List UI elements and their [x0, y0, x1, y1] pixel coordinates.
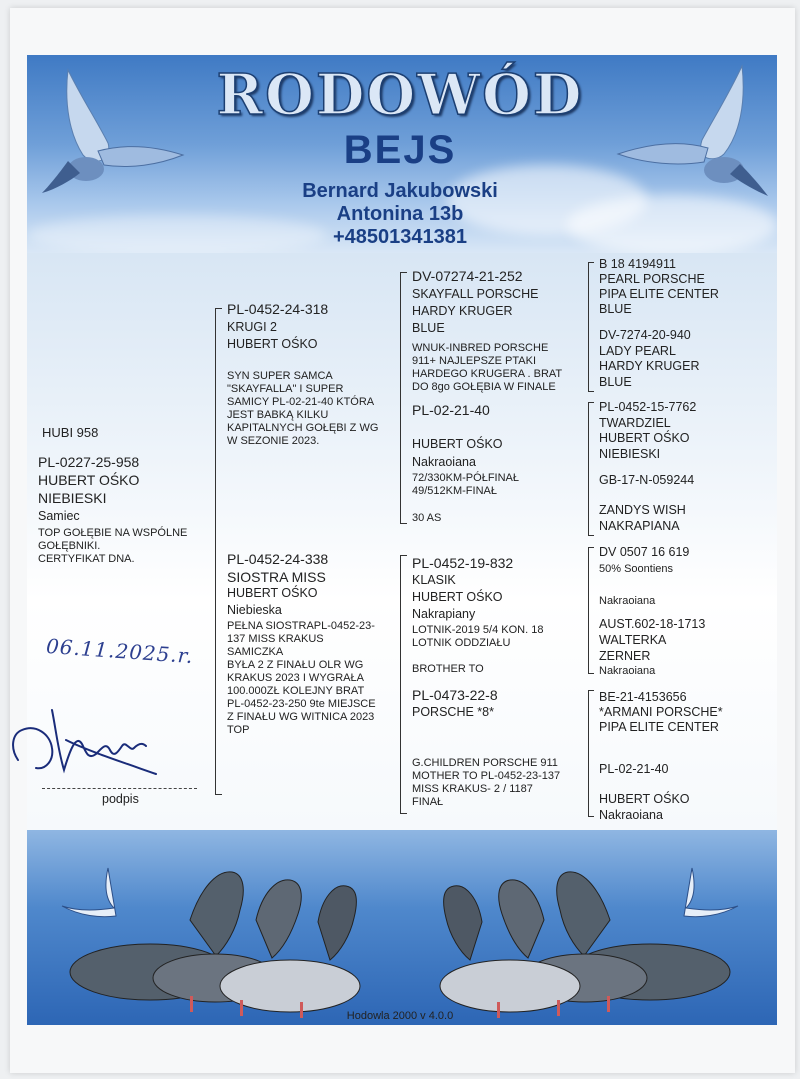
ds-note: LOTNIK ODDZIAŁU [412, 637, 511, 649]
dam-note: PEŁNA SIOSTRAPL-0452-23- [227, 620, 375, 632]
bracket-gen3-1 [588, 262, 594, 392]
dsd-ring: AUST.602-18-1713 [599, 617, 706, 631]
bracket-gen2-dam [400, 555, 407, 814]
signature-label: podpis [102, 792, 139, 806]
dam-note: SAMICZKA [227, 646, 284, 658]
ss-color: BLUE [412, 321, 445, 335]
subject-note: GOŁĘBNIKI. [38, 540, 101, 552]
sdd-ring: GB-17-N-059244 [599, 473, 695, 487]
dam-note: Z FINAŁU WG WITNICA 2023 [227, 711, 375, 723]
subject-note: TOP GOŁĘBIE NA WSPÓLNE [38, 527, 188, 539]
bracket-gen2-sire [400, 272, 407, 524]
sss-breeder: PIPA ELITE CENTER [599, 287, 719, 301]
ddd-color: Nakraoiana [599, 808, 663, 822]
ds-breeder: HUBERT OŚKO [412, 590, 503, 604]
sire-note: "SKAYFALLA" I SUPER [227, 383, 344, 395]
sire-note: W SEZONIE 2023. [227, 435, 320, 447]
sds-ring: PL-0452-15-7762 [599, 400, 697, 414]
document-title: RODOWÓD [216, 62, 584, 128]
bracket-gen3-4 [588, 690, 594, 817]
ssd-breeder: HARDY KRUGER [599, 359, 700, 373]
subject-ring: PL-0227-25-958 [38, 454, 140, 470]
signature-line [42, 788, 197, 789]
ss-name: SKAYFALL PORSCHE [412, 287, 539, 301]
sds-name: TWARDZIEL [599, 416, 671, 430]
sire-name: KRUGI 2 [227, 320, 278, 334]
dam-note: 100.000ZŁ KOLEJNY BRAT [227, 685, 365, 697]
ds-ring: PL-0452-19-832 [412, 555, 514, 571]
signature [6, 690, 166, 785]
subject-color: NIEBIESKI [38, 490, 107, 506]
dds-name: *ARMANI PORSCHE* [599, 705, 723, 719]
pigeons-right-image [430, 860, 760, 1020]
bracket-gen3-2 [588, 402, 594, 536]
sire-note: SYN SUPER SAMCA [227, 370, 333, 382]
ss-note: DO 8go GOŁĘBIA W FINALE [412, 381, 556, 393]
ss-ring: DV-07274-21-252 [412, 268, 523, 284]
dsd-name: WALTERKA [599, 633, 667, 647]
dam-name: SIOSTRA MISS [227, 569, 326, 585]
dd-name: PORSCHE *8* [412, 705, 494, 719]
dd-note: FINAŁ [412, 796, 444, 808]
sss-color: BLUE [599, 302, 632, 316]
ss-note: WNUK-INBRED PORSCHE [412, 342, 549, 354]
dss-color: Nakraoiana [599, 595, 656, 607]
dam-note: KRAKUS 2023 I WYGRAŁA [227, 672, 364, 684]
sd-extra: 30 AS [412, 512, 442, 524]
sd-ring: PL-02-21-40 [412, 402, 490, 418]
ssd-ring: DV-7274-20-940 [599, 328, 691, 342]
owner-phone: +48501341381 [332, 226, 468, 248]
dam-breeder: HUBERT OŚKO [227, 586, 318, 600]
sss-ring: B 18 4194911 [599, 257, 676, 271]
owner-address: Antonina 13b [336, 203, 464, 225]
subject-sex: Samiec [38, 509, 80, 523]
dd-note: MISS KRAKUS- 2 / 1187 [412, 783, 533, 795]
sire-note: SAMICY PL-02-21-40 KTÓRA [227, 396, 375, 408]
dd-note: G.CHILDREN PORSCHE 911 [412, 757, 558, 769]
ddd-breeder: HUBERT OŚKO [599, 792, 690, 806]
ddd-ring: PL-02-21-40 [599, 762, 669, 776]
owner-name: Bernard Jakubowski [302, 180, 498, 202]
sire-ring: PL-0452-24-318 [227, 301, 329, 317]
dam-note: BYŁA 2 Z FINAŁU OLR WG [227, 659, 364, 671]
sds-color: NIEBIESKI [599, 447, 661, 461]
handwritten-date: 06.11.2025.r. [45, 633, 195, 669]
sire-note: JEST BABKĄ KILKU [227, 409, 329, 421]
pigeons-left-image [40, 860, 370, 1020]
sire-breeder: HUBERT OŚKO [227, 337, 318, 351]
dsd-color: Nakraoiana [599, 665, 656, 677]
loft-name: BEJS [343, 128, 457, 172]
sdd-color: NAKRAPIANA [599, 519, 680, 533]
dd-note: MOTHER TO PL-0452-23-137 [412, 770, 561, 782]
sd-breeder: HUBERT OŚKO [412, 437, 503, 451]
dss-ring: DV 0507 16 619 [599, 545, 690, 559]
dd-ring: PL-0473-22-8 [412, 687, 498, 703]
bracket-gen3-3 [588, 547, 594, 674]
ds-name: KLASIK [412, 573, 456, 587]
ss-note: HARDEGO KRUGERA . BRAT [412, 368, 563, 380]
sss-name: PEARL PORSCHE [599, 272, 705, 286]
ss-breeder: HARDY KRUGER [412, 304, 513, 318]
dam-note: TOP [227, 724, 250, 736]
dds-breeder: PIPA ELITE CENTER [599, 720, 719, 734]
sd-result: 49/512KM-FINAŁ [412, 485, 497, 497]
dss-note: 50% Soontiens [599, 563, 673, 575]
sds-breeder: HUBERT OŚKO [599, 431, 690, 445]
dam-ring: PL-0452-24-338 [227, 551, 329, 567]
dam-note: PL-0452-23-250 9te MIEJSCE [227, 698, 376, 710]
ds-note: LOTNIK-2019 5/4 KON. 18 [412, 624, 544, 636]
dds-ring: BE-21-4153656 [599, 690, 687, 704]
sd-result: 72/330KM-PÓŁFINAŁ [412, 472, 519, 484]
sd-color: Nakraoiana [412, 455, 476, 469]
dam-note: 137 MISS KRAKUS [227, 633, 324, 645]
subject-note: CERTYFIKAT DNA. [38, 553, 135, 565]
dam-color: Niebieska [227, 603, 282, 617]
dsd-breeder: ZERNER [599, 649, 651, 663]
sire-note: KAPITALNYCH GOŁĘBI Z WG [227, 422, 379, 434]
software-version: Hodowla 2000 v 4.0.0 [346, 1010, 454, 1022]
bracket-gen1 [215, 308, 222, 795]
ssd-name: LADY PEARL [599, 344, 676, 358]
ds-extra: BROTHER TO [412, 663, 484, 675]
ss-note: 911+ NAJLEPSZE PTAKI [412, 355, 537, 367]
sdd-name: ZANDYS WISH [599, 503, 686, 517]
ds-color: Nakrapiany [412, 607, 476, 621]
subject-breeder: HUBERT OŚKO [38, 472, 140, 488]
subject-nickname: HUBI 958 [42, 425, 99, 440]
ssd-color: BLUE [599, 375, 632, 389]
